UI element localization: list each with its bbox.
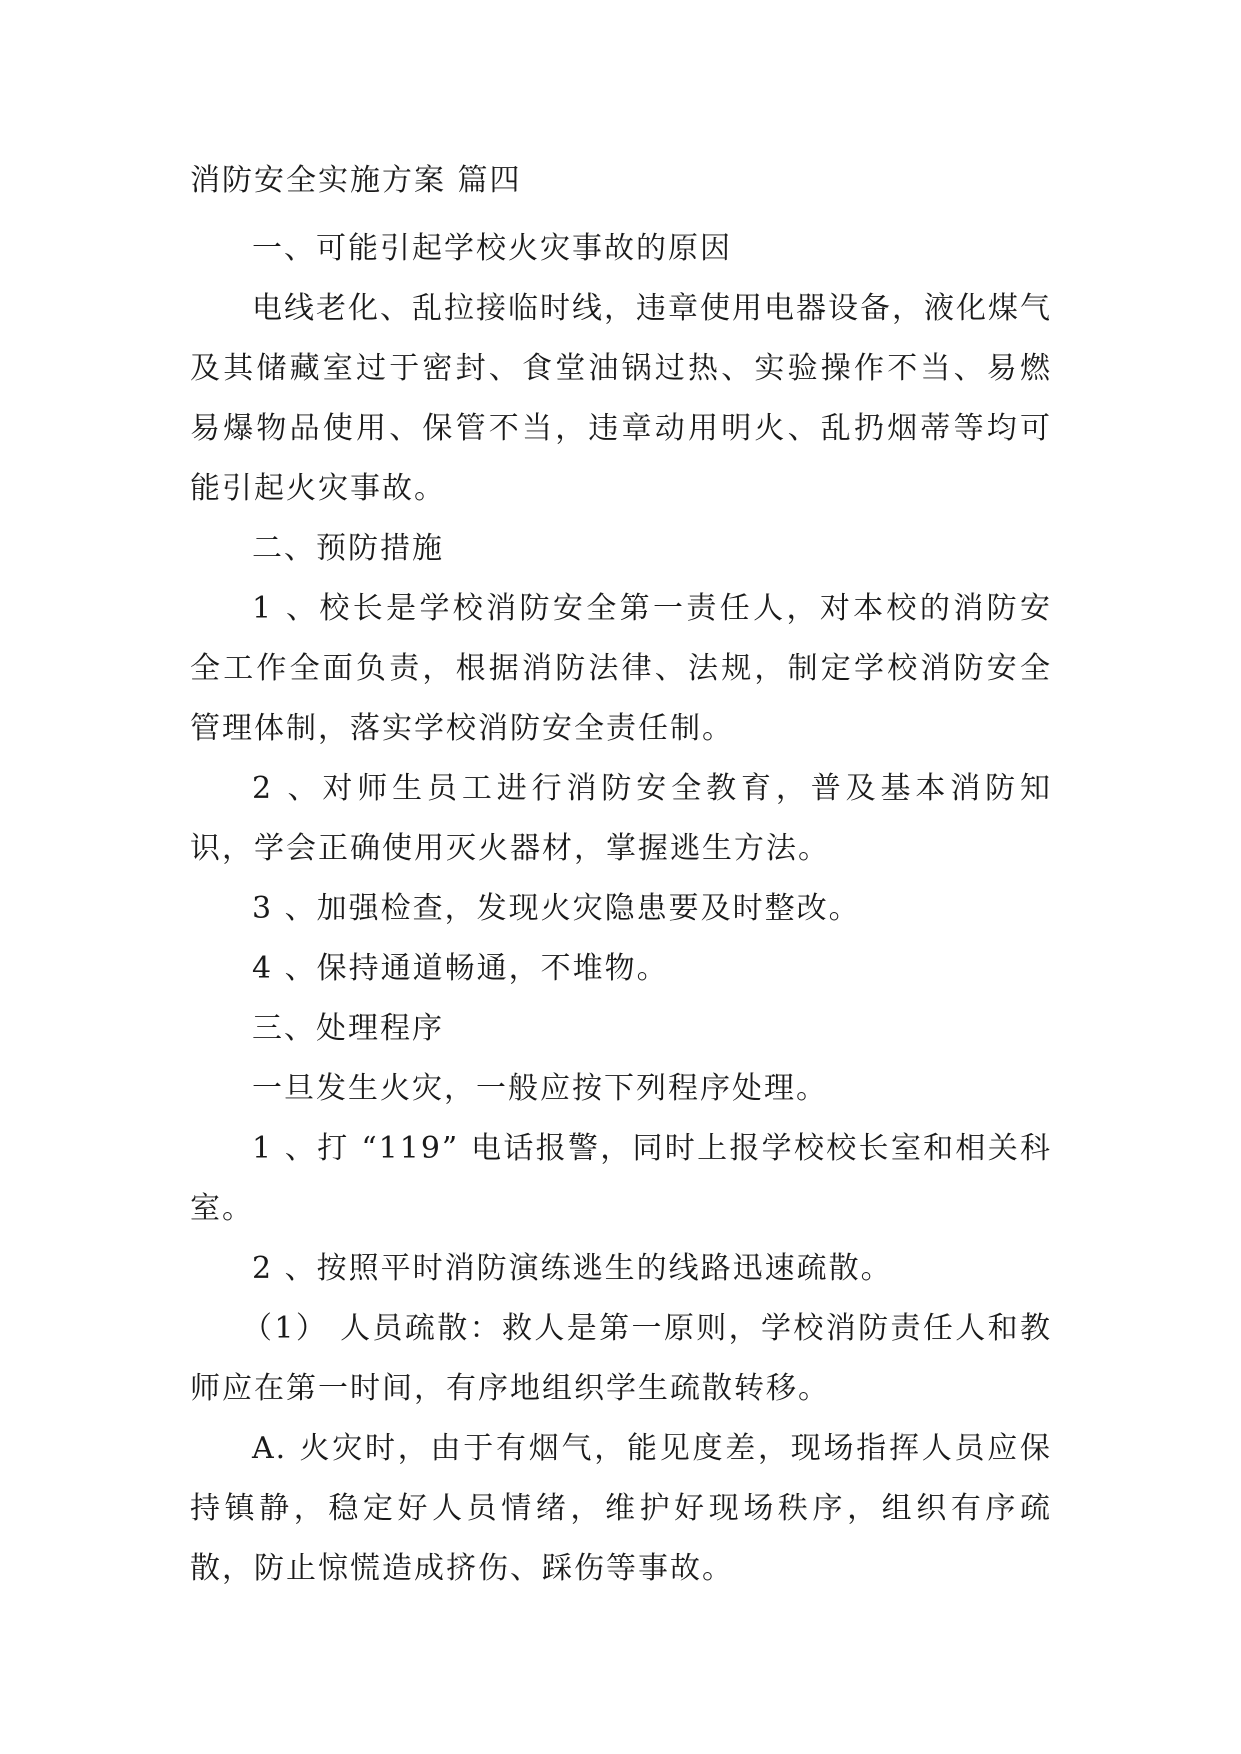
- section-heading-procedure: 三、处理程序: [252, 1011, 444, 1046]
- section-heading-prevention: 二、预防措施: [252, 531, 444, 566]
- prevention-item-4: 4 、保持通道畅通，不堆物。: [252, 951, 669, 986]
- procedure-item-1: 1 、打 “119” 电话报警，同时上报学校校长室和相关科室。: [190, 1131, 1052, 1226]
- section-heading-causes: 一、可能引起学校火灾事故的原因: [252, 231, 732, 266]
- procedure-subitem-1: （1） 人员疏散：救人是第一原则，学校消防责任人和教师应在第一时间，有序地组织学生疏散转移。: [190, 1311, 1052, 1406]
- prevention-item-2: 2 、对师生员工进行消防安全教育，普及基本消防知识，学会正确使用灭火器材，掌握逃生方法。: [190, 771, 1052, 866]
- document-body: [190, 219, 1052, 1599]
- procedure-subitem-a: A. 火灾时，由于有烟气，能见度差，现场指挥人员应保持镇静，稳定好人员情绪，维护好现场秩序，组织有序疏散，防止惊慌造成挤伤、踩伤等事故。: [190, 1431, 1052, 1586]
- prevention-item-3: 3 、加强检查，发现火灾隐患要及时整改。: [252, 891, 861, 926]
- paragraph-procedure-intro: 一旦发生火灾，一般应按下列程序处理。: [252, 1071, 828, 1106]
- paragraph-causes: 电线老化、乱拉接临时线，违章使用电器设备，液化煤气及其储藏室过于密封、食堂油锅过热、实验操作不当、易燃易爆物品使用、保管不当，违章动用明火、乱扔烟蒂等均可能引起火灾事故。: [190, 291, 1052, 506]
- procedure-item-2: 2 、按照平时消防演练逃生的线路迅速疏散。: [252, 1251, 893, 1286]
- prevention-item-1: 1 、校长是学校消防安全第一责任人，对本校的消防安全工作全面负责，根据消防法律、法规，制定学校消防安全管理体制，落实学校消防安全责任制。: [190, 591, 1052, 746]
- document-title: 消防安全实施方案 篇四: [190, 163, 522, 198]
